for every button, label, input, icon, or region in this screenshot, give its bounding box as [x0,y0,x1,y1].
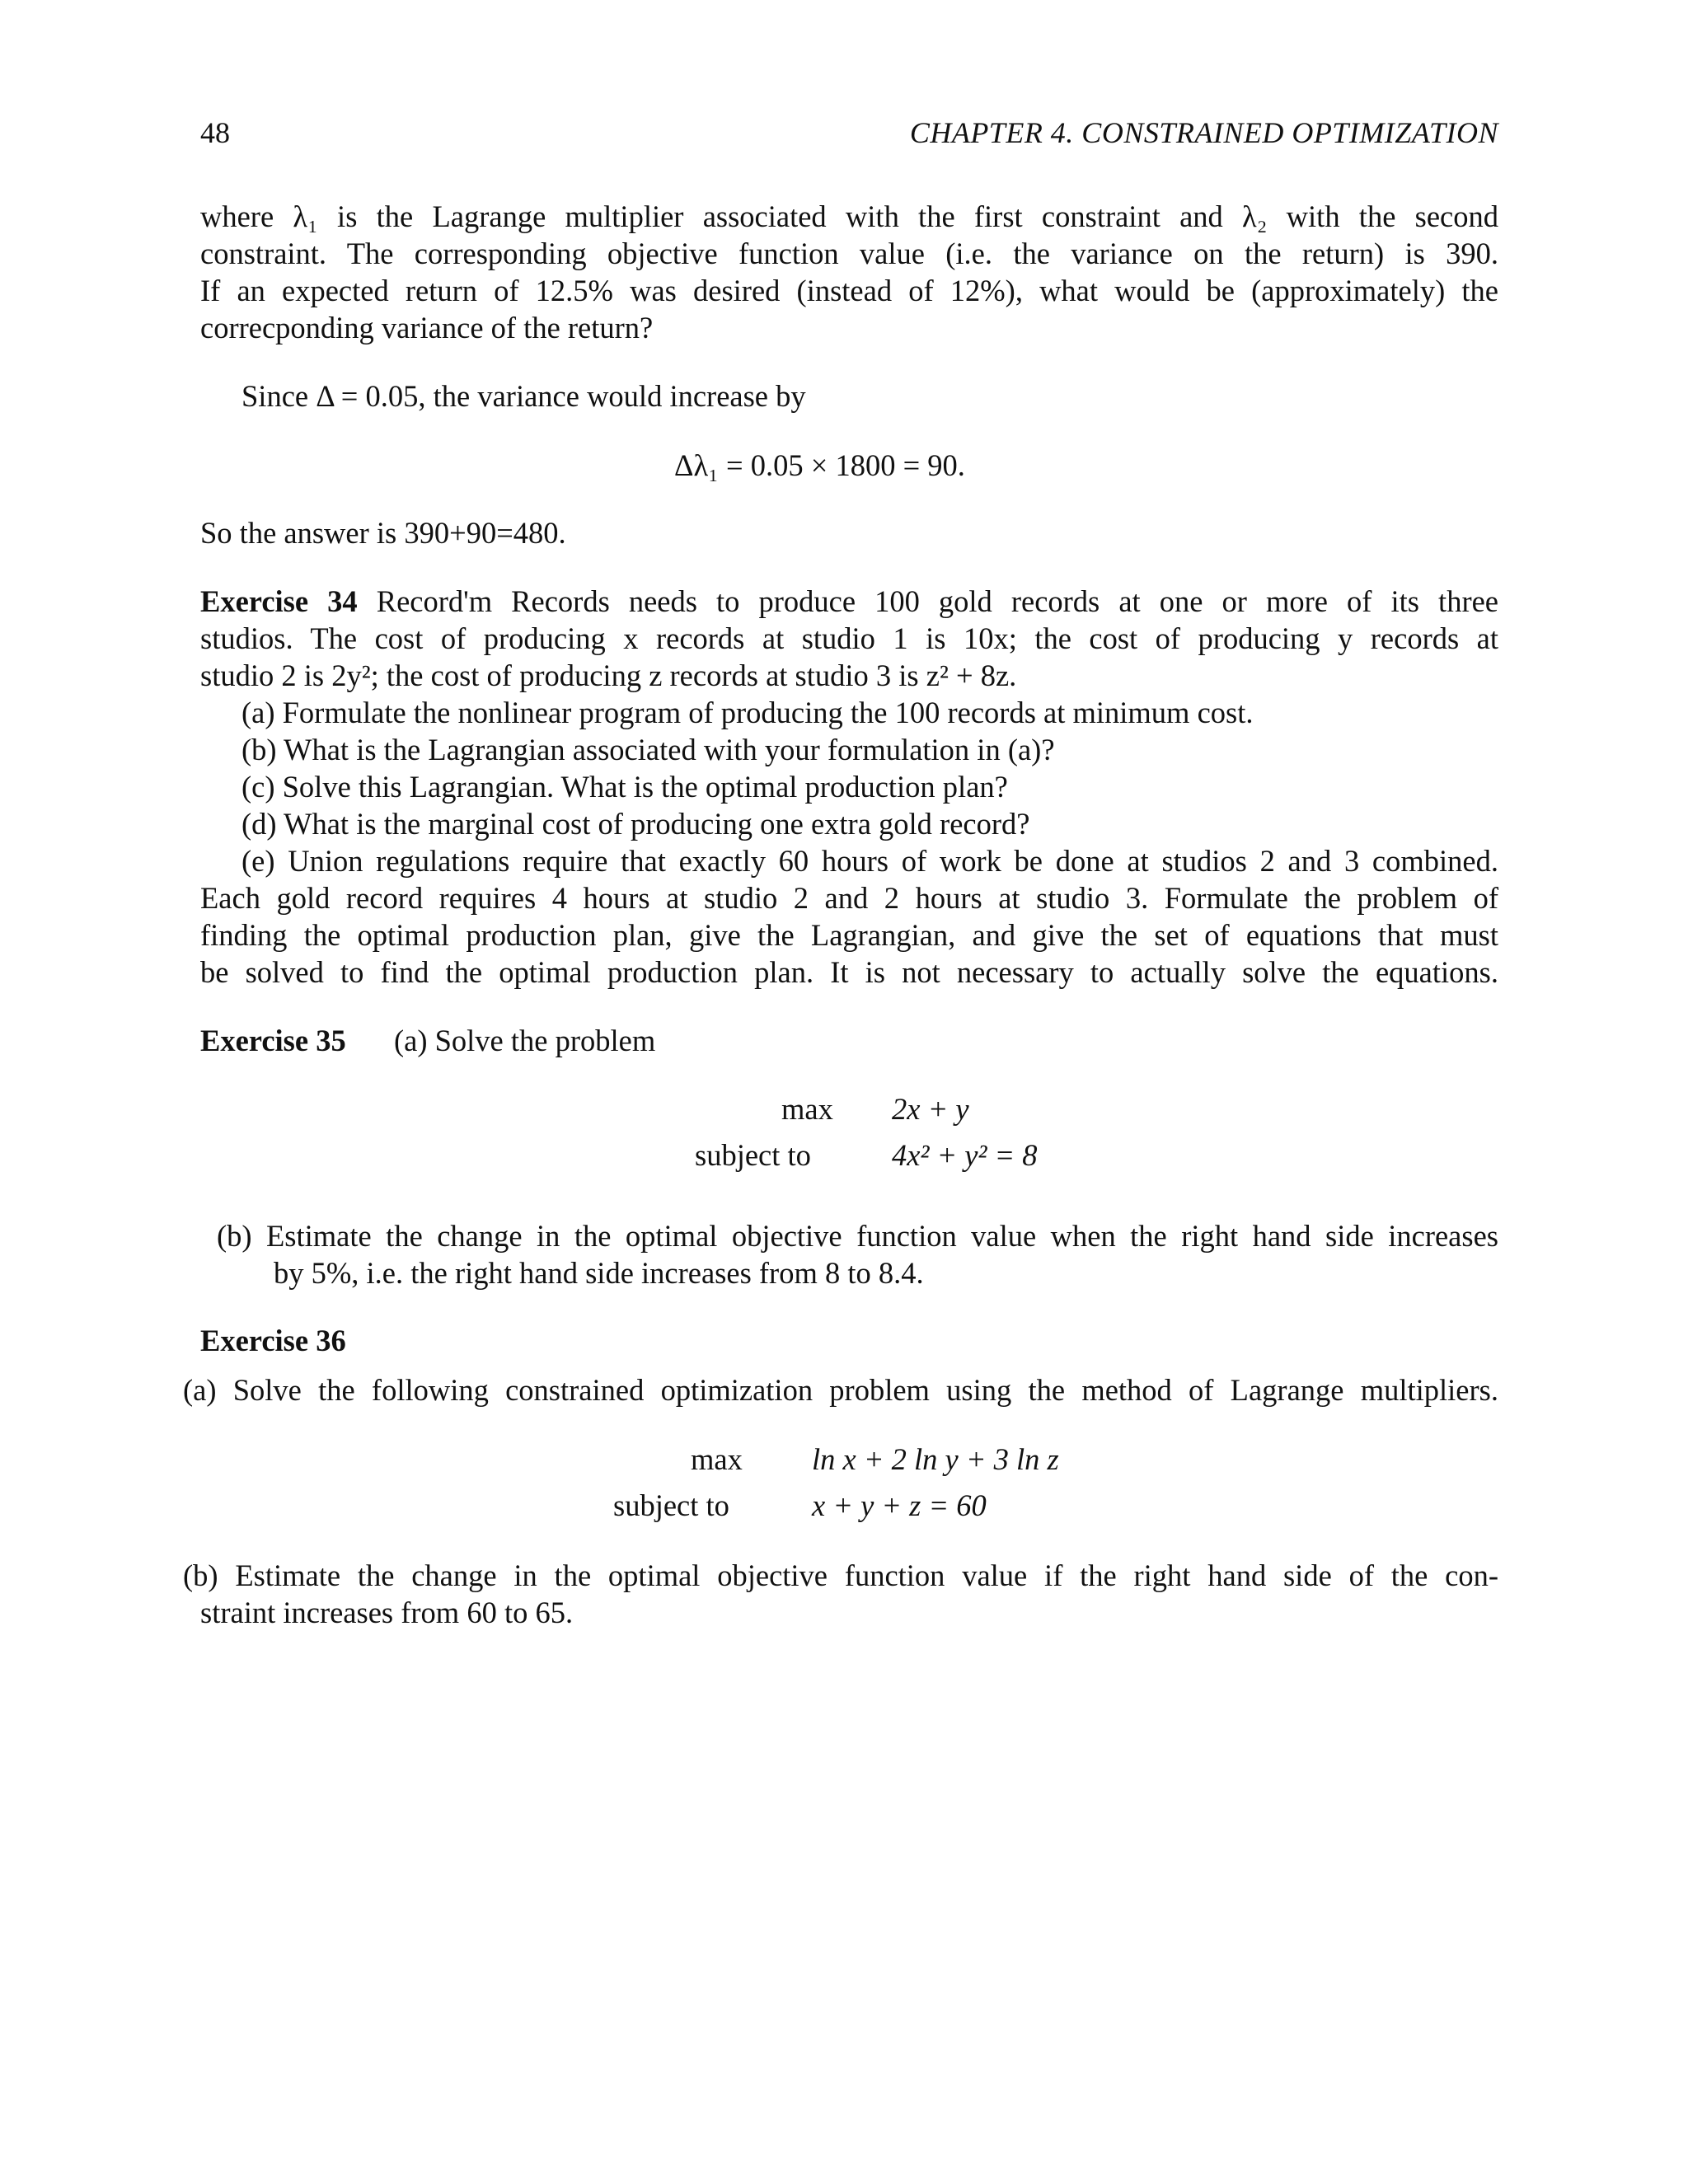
exercise35-part-b-line-1: (b) Estimate the change in the optimal objective function value when the right hand side increases [217,1219,1498,1253]
exercise36-max-label: max [691,1442,743,1476]
page-header [200,115,1498,157]
exercise36-part-b-line-1: (b) Estimate the change in the optimal objective function value if the right hand side of the con- [183,1558,1498,1592]
intro-line-3: If an expected return of 12.5% was desired (instead of 12%), what would be (approximately) the [200,274,1498,307]
exercise34-cont-3: be solved to find the optimal production plan. It is not necessary to actually solve the equations. [200,955,1498,989]
exercise34-cont-1: Each gold record requires 4 hours at studio 2 and 2 hours at studio 3. Formulate the problem of [200,881,1498,915]
intro-line-1: where λ₁ is the Lagrange multiplier associated with the first constraint and λ₂ with the second [200,199,1498,233]
exercise35-objective: 2x + y [892,1092,969,1126]
exercise34-part-c: (c) Solve this Lagrangian. What is the optimal production plan? [241,770,1008,804]
exercise34-text-1: Record'm Records needs to produce 100 gold records at one or more of its three [376,584,1498,618]
exercise34-part-e: (e) Union regulations require that exactly 60 hours of work be done at studios 2 and 3 combined. [241,844,1498,878]
intro-line-4: correcponding variance of the return? [200,311,654,344]
exercise34-line-1 [200,583,1498,620]
delta-lambda-equation: Δλ₁ = 0.05 × 1800 = 90. [674,448,965,482]
exercise36-part-b-line-2: straint increases from 60 to 65. [200,1596,574,1629]
exercise36-objective: ln x + 2 ln y + 3 ln z [812,1442,1059,1476]
exercise36-constraint: x + y + z = 60 [812,1488,987,1522]
intro-line-2: constraint. The corresponding objective function value (i.e. the variance on the return) is 390. [200,237,1498,270]
exercise34-label: Exercise 34 [200,584,358,618]
exercise35-part-b-line-2: by 5%, i.e. the right hand side increases from 8 to 8.4. [274,1256,924,1290]
exercise34-part-a: (a) Formulate the nonlinear program of producing the 100 records at minimum cost. [241,696,1254,729]
answer-line: So the answer is 390+90=480. [200,516,566,550]
exercise35-constraint: 4x² + y² = 8 [892,1138,1038,1172]
exercise35-heading [200,1022,655,1059]
running-title: CHAPTER 4. CONSTRAINED OPTIMIZATION [909,116,1498,149]
exercise36-part-a: (a) Solve the following constrained optimization problem using the method of Lagrange multipliers. [183,1373,1498,1407]
exercise34-cont-2: finding the optimal production plan, give the Lagrangian, and give the set of equations that must [200,918,1498,952]
exercise36-subject-label: subject to [613,1488,729,1522]
exercise35-subject-label: subject to [695,1138,811,1172]
since-line: Since Δ = 0.05, the variance would increase by [241,379,806,413]
exercise36-label: Exercise 36 [200,1324,346,1357]
page-number: 48 [200,116,230,149]
exercise34-line-3: studio 2 is 2y²; the cost of producing z records at studio 3 is z² + 8z. [200,658,1017,692]
exercise35-part-a: (a) Solve the problem [393,1024,656,1057]
exercise34-part-b: (b) What is the Lagrangian associated with your formulation in (a)? [241,733,1055,766]
exercise35-label: Exercise 35 [200,1024,346,1057]
exercise34-line-2: studios. The cost of producing x records at studio 1 is 10x; the cost of producing y records at [200,621,1498,655]
exercise34-part-d: (d) What is the marginal cost of producing one extra gold record? [241,807,1030,841]
exercise35-max-label: max [781,1092,833,1126]
